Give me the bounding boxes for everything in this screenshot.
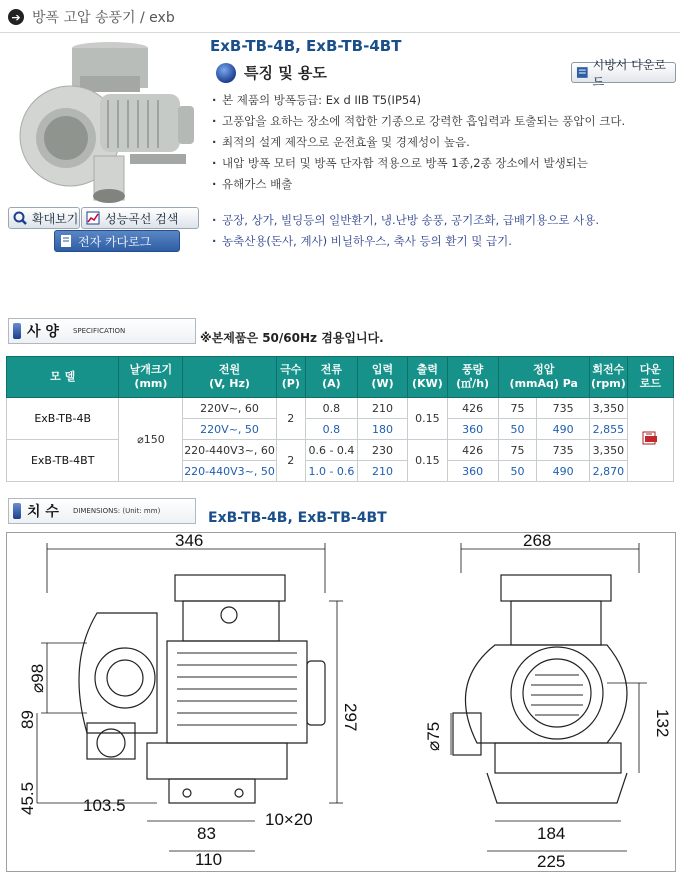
dim-front-base-width: 225: [537, 852, 566, 871]
dim-front-outlet: ⌀75: [424, 721, 443, 751]
performance-curve-button[interactable]: [81, 207, 199, 229]
airflow-cell: 360: [447, 419, 498, 440]
pa-cell: 490: [537, 461, 590, 482]
performance-label: 성능곡선 검색: [105, 211, 179, 226]
mmaq-cell: 75: [498, 440, 537, 461]
output-cell: 0.15: [408, 398, 448, 440]
feature-item: · 최적의 설계 제작으로 운전효율 및 경제성이 높음.: [212, 132, 672, 153]
chart-icon: [86, 211, 100, 225]
book-icon: [59, 234, 73, 248]
current-cell: 0.6 - 0.4: [305, 440, 357, 461]
input-cell: 230: [357, 440, 407, 461]
dimensions-heading: [8, 498, 196, 524]
input-cell: 210: [357, 461, 407, 482]
dim-side-base-width: 110: [195, 850, 223, 869]
arrow-right-circle-icon: ➔: [8, 9, 24, 25]
dim-front-center: 132: [653, 709, 672, 738]
mmaq-cell: 50: [498, 461, 537, 482]
dim-side-inlet: ⌀98: [28, 663, 47, 693]
product-title: ExB-TB-4B, ExB-TB-4BT: [210, 37, 402, 55]
divider: [0, 32, 680, 33]
spec-note: ※본제품은 50/60Hz 겸용입니다.: [200, 331, 384, 345]
rpm-cell: 3,350: [589, 440, 627, 461]
airflow-cell: 360: [447, 461, 498, 482]
blade-cell: ⌀150: [119, 398, 183, 482]
dim-side-base: 45.5: [18, 781, 37, 815]
poles-cell: 2: [276, 398, 305, 440]
current-cell: 1.0 - 0.6: [305, 461, 357, 482]
dim-side-foot: 83: [197, 824, 216, 843]
product-image: [10, 36, 200, 206]
poles-cell: 2: [276, 440, 305, 482]
col-model: 모 델: [7, 357, 119, 398]
pa-cell: 490: [537, 419, 590, 440]
pa-cell: 735: [537, 398, 590, 419]
airflow-cell: 426: [447, 440, 498, 461]
feature-item-continued: · 유해가스 배출: [212, 174, 672, 195]
feature-item: · 본 제품의 방폭등급: Ex d IIB T5(IP54): [212, 90, 672, 111]
col-rpm: 회전수 (rpm): [589, 357, 627, 398]
features-heading-text: 특징 및 용도: [244, 64, 327, 82]
zoom-button[interactable]: [8, 207, 80, 229]
spec-heading-kr: 사 양: [27, 324, 59, 340]
manual-download-button[interactable]: [571, 57, 676, 89]
input-cell: 180: [357, 419, 407, 440]
col-poles: 극수 (P): [276, 357, 305, 398]
manual-label: 시방서 다운로드: [592, 57, 666, 89]
pdf-download-icon[interactable]: [642, 431, 658, 445]
power-cell: 220-440V3~, 50: [183, 461, 276, 482]
feature-item: · 고풍압을 요하는 장소에 적합한 기종으로 강력한 흡입력과 토출되는 풍압이 크다.: [212, 111, 672, 132]
dimensions-heading-kr: 치 수: [27, 504, 59, 520]
download-cell: [627, 398, 673, 482]
col-pressure: 정압 (mmAq) Pa: [498, 357, 589, 398]
dimensions-title: ExB-TB-4B, ExB-TB-4BT: [208, 510, 387, 526]
e-catalog-button[interactable]: [54, 230, 180, 252]
breadcrumb: [8, 6, 175, 28]
pa-cell: 735: [537, 440, 590, 461]
breadcrumb-text: 방폭 고압 송풍기 / exb: [32, 10, 175, 26]
use-item: · 공장, 상가, 빌딩등의 일반환기, 냉.난방 송풍, 공기조화, 급배기용으로 사용.: [212, 210, 672, 231]
input-cell: 210: [357, 398, 407, 419]
feature-item: · 내압 방폭 모터 및 방폭 단자함 적용으로 방폭 1종,2종 장소에서 발생되는: [212, 153, 672, 174]
dimension-drawing: [6, 532, 676, 872]
bullet-disc-icon: [216, 63, 236, 83]
use-item: · 농축산용(돈사, 계사) 비닐하우스, 축사 등의 환기 및 급기.: [212, 231, 672, 252]
power-cell: 220-440V3~, 60: [183, 440, 276, 461]
power-cell: 220V~, 60: [183, 398, 276, 419]
rpm-cell: 2,870: [589, 461, 627, 482]
table-row: [7, 440, 674, 461]
col-airflow: 풍량 (㎥/h): [447, 357, 498, 398]
col-power: 전원 (V, Hz): [183, 357, 276, 398]
model-cell: ExB-TB-4BT: [7, 440, 119, 482]
dim-front-foot: 184: [537, 824, 566, 843]
dim-front-width: 268: [523, 533, 552, 550]
spec-heading-en: SPECIFICATION: [72, 327, 126, 335]
zoom-label: 확대보기: [32, 211, 79, 226]
current-cell: 0.8: [305, 398, 357, 419]
dim-side-slot: 10×20: [265, 810, 313, 829]
catalog-label: 전자 카다로그: [78, 234, 152, 249]
col-blade: 날개크기 (mm): [119, 357, 183, 398]
mmaq-cell: 75: [498, 398, 537, 419]
col-output: 출력 (KW): [408, 357, 448, 398]
table-row: [7, 398, 674, 419]
col-current: 전류 (A): [305, 357, 357, 398]
section-bar-icon: [13, 323, 21, 339]
features-list: [212, 90, 672, 195]
table-header-row: [7, 357, 674, 398]
model-cell: ExB-TB-4B: [7, 398, 119, 440]
airflow-cell: 426: [447, 398, 498, 419]
power-cell: 220V~, 50: [183, 419, 276, 440]
col-download: 다운 로드: [627, 357, 673, 398]
rpm-cell: 2,855: [589, 419, 627, 440]
document-icon: [576, 66, 589, 79]
dim-side-height: 297: [341, 703, 360, 732]
section-bar-icon: [13, 503, 21, 519]
col-input: 입력 (W): [357, 357, 407, 398]
dimensions-heading-en: DIMENSIONS: (Unit: mm): [72, 507, 161, 515]
spec-heading: [8, 318, 196, 344]
output-cell: 0.15: [408, 440, 448, 482]
mmaq-cell: 50: [498, 419, 537, 440]
dim-side-width: 346: [175, 533, 204, 550]
spec-table: [6, 356, 674, 482]
features-heading: [216, 62, 327, 83]
rpm-cell: 3,350: [589, 398, 627, 419]
dim-side-center: 89: [18, 710, 37, 729]
dim-side-offset: 103.5: [83, 796, 126, 815]
magnifier-icon: [13, 211, 27, 225]
current-cell: 0.8: [305, 419, 357, 440]
dimension-drawing-svg: [7, 533, 675, 871]
uses-list: [212, 210, 672, 252]
